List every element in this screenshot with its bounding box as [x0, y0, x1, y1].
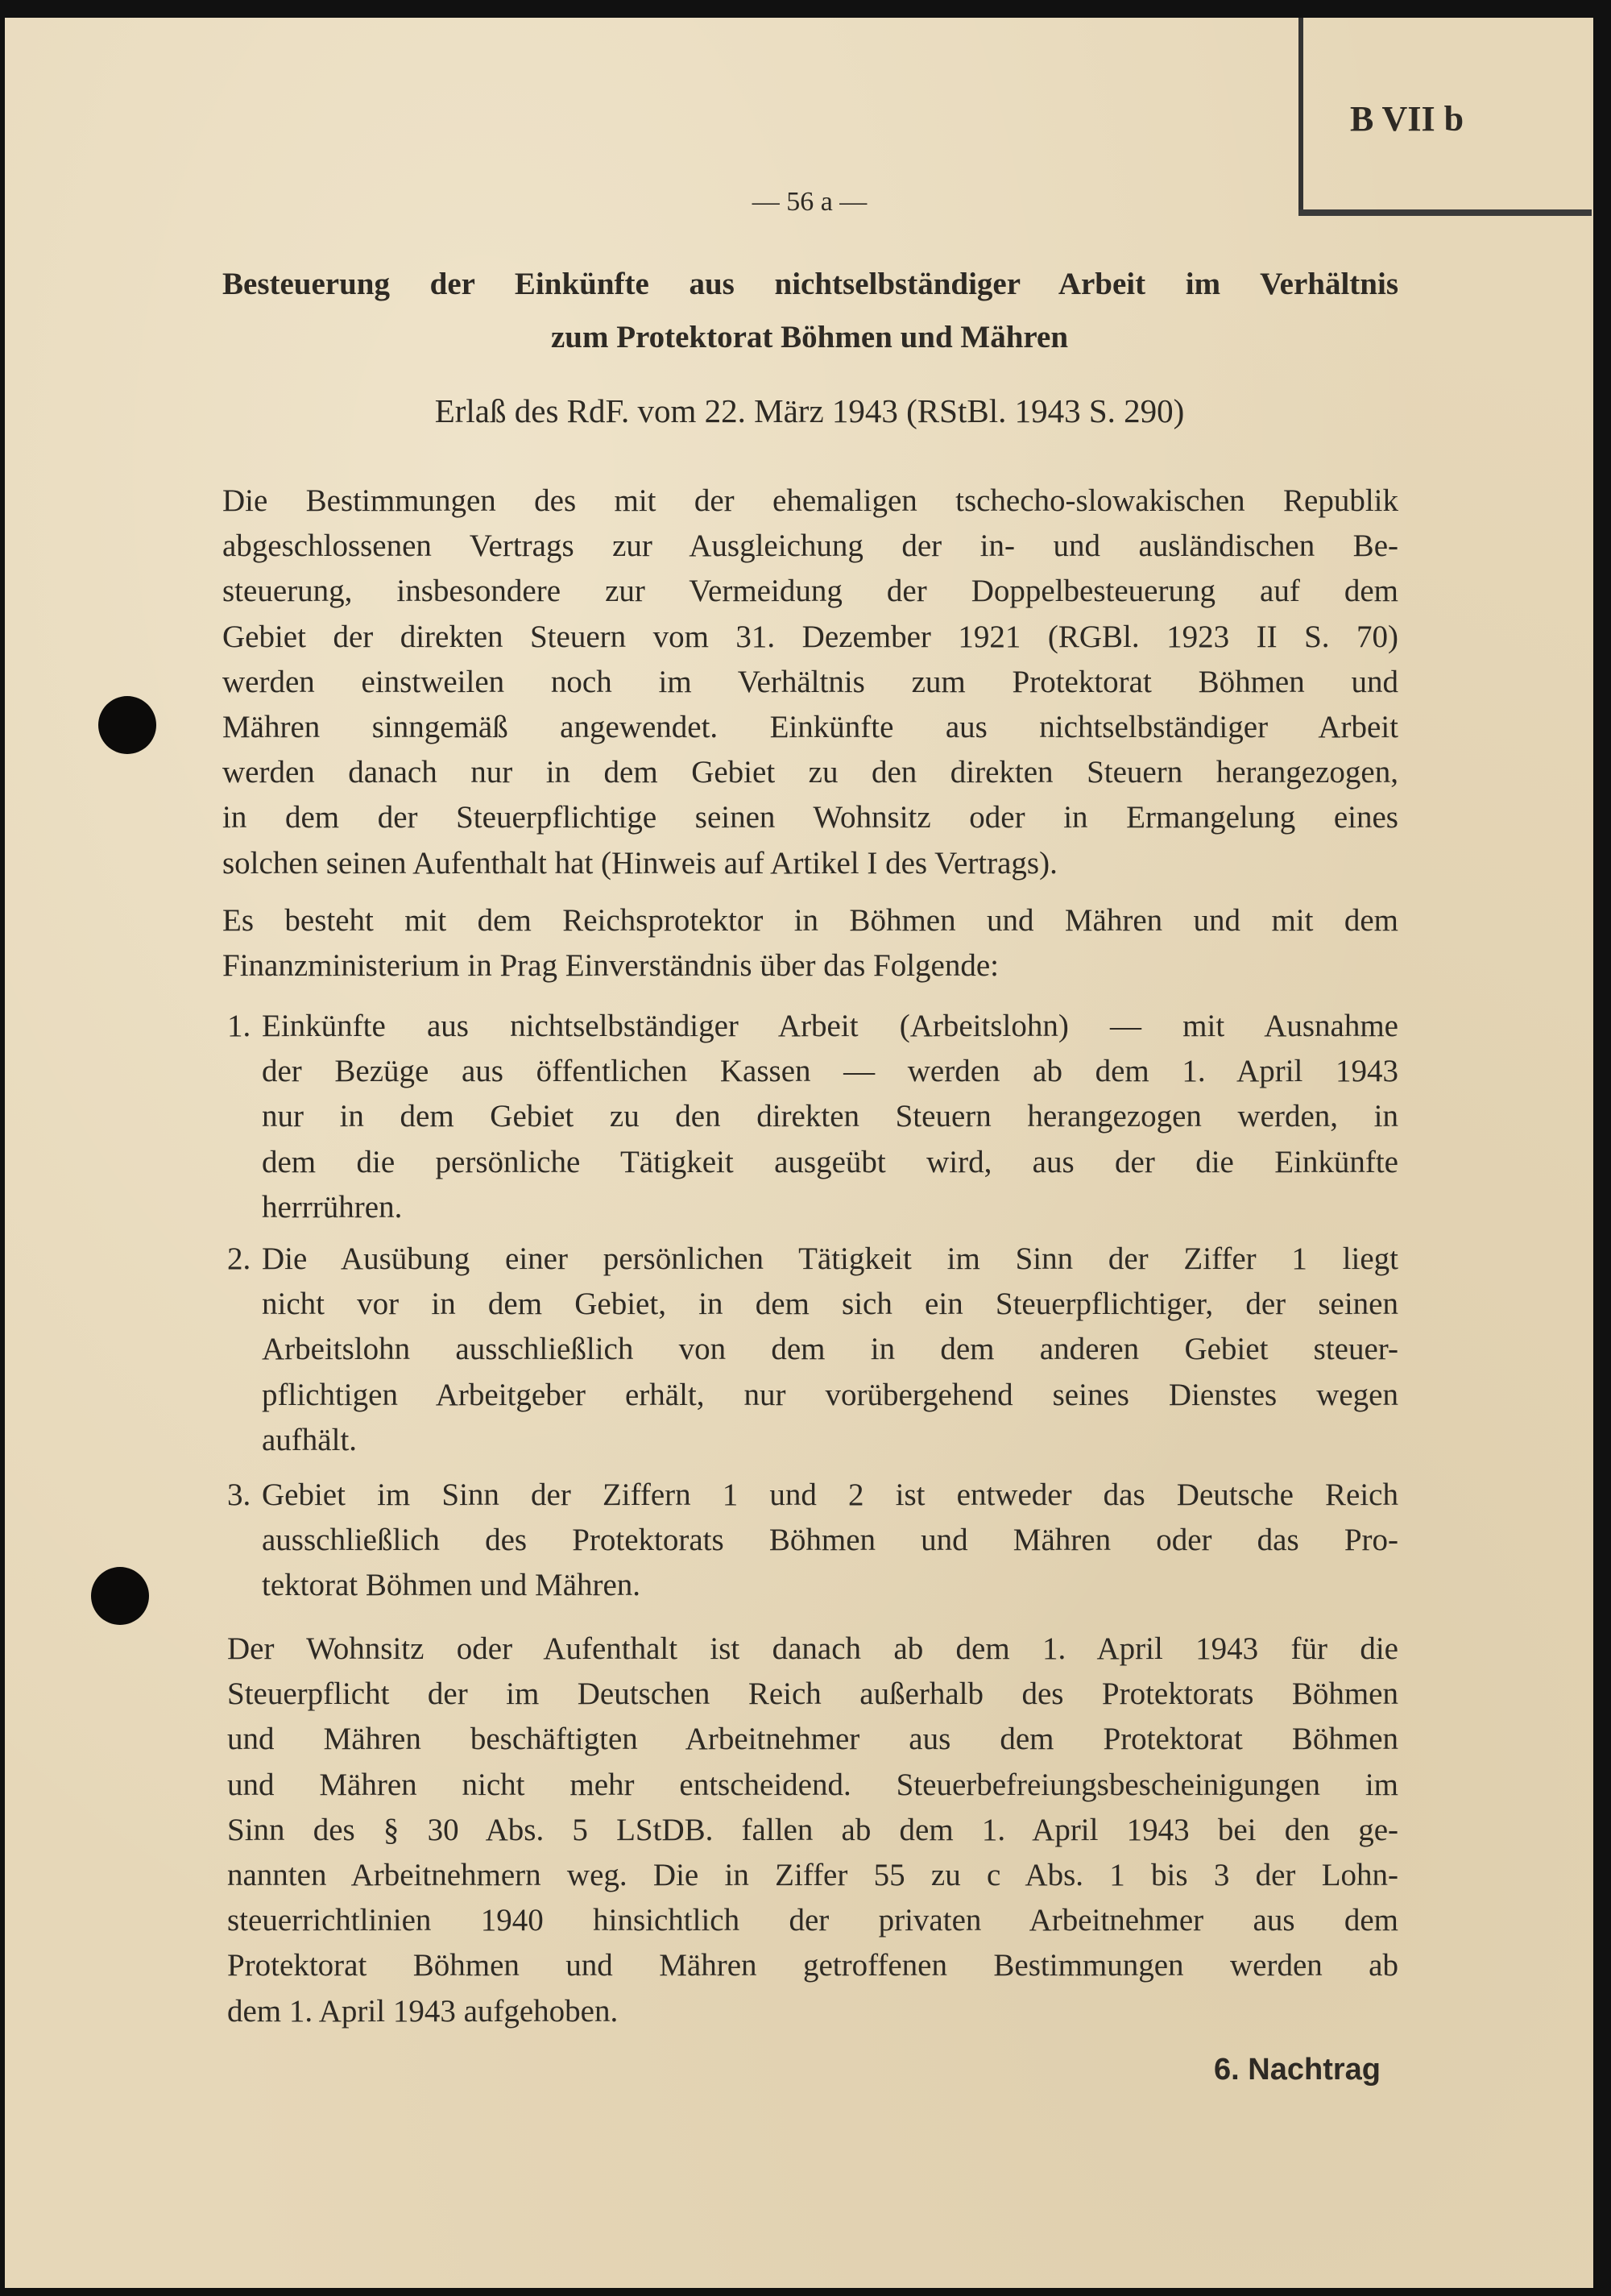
list-item-number: 3.: [227, 1477, 251, 1512]
paragraph-line: und Mähren nicht mehr entscheidend. Steuerbefreiungsbescheinigungen im: [227, 1767, 1398, 1802]
paragraph-line: werden einstweilen noch im Verhältnis zum Protektorat Böhmen und: [222, 664, 1398, 699]
paragraph-line: Die Bestimmungen des mit der ehemaligen tschecho-slowakischen Republik: [222, 483, 1398, 518]
list-item-line: Arbeitslohn ausschließlich von dem in dem anderen Gebiet steuer-: [262, 1332, 1398, 1367]
paragraph-line: Finanzministerium in Prag Einverständnis über das Folgende:: [222, 948, 1000, 984]
paragraph-line: abgeschlossenen Vertrags zur Ausgleichung der in- und ausländischen Be-: [222, 528, 1398, 564]
decree-reference: Erlaß des RdF. vom 22. März 1943 (RStBl. 1943 S. 290): [434, 392, 1185, 429]
paragraph-line: in dem der Steuerpflichtige seinen Wohnsitz oder in Ermangelung eines: [222, 800, 1398, 835]
list-item-line: Gebiet im Sinn der Ziffern 1 und 2 ist entweder das Deutsche Reich: [262, 1477, 1398, 1512]
section-box-vertical-rule: [1298, 18, 1303, 214]
paragraph-line: solchen seinen Aufenthalt hat (Hinweis auf Artikel I des Vertrags).: [222, 845, 1058, 881]
paragraph-line: Der Wohnsitz oder Aufenthalt ist danach ab dem 1. April 1943 für die: [227, 1631, 1398, 1666]
list-item-line: pflichtigen Arbeitgeber erhält, nur vorübergehend seines Dienstes wegen: [262, 1377, 1398, 1412]
list-item-line: nur in dem Gebiet zu den direkten Steuern herangezogen werden, in: [262, 1099, 1398, 1134]
title-line: Besteuerung der Einkünfte aus nichtselbständiger Arbeit im Verhältnis: [222, 267, 1398, 301]
list-item-number: 2.: [227, 1241, 251, 1276]
list-item-line: dem die persönliche Tätigkeit ausgeübt wird, aus der die Einkünfte: [262, 1144, 1398, 1179]
paragraph-line: und Mähren beschäftigten Arbeitnehmer aus dem Protektorat Böhmen: [227, 1722, 1398, 1757]
paragraph-line: Steuerpflicht der im Deutschen Reich außerhalb des Protektorats Böhmen: [227, 1676, 1398, 1712]
list-item-line: tektorat Böhmen und Mähren.: [262, 1568, 641, 1603]
list-item-line: Die Ausübung einer persönlichen Tätigkeit im Sinn der Ziffer 1 liegt: [262, 1241, 1398, 1276]
paragraph-line: werden danach nur in dem Gebiet zu den direkten Steuern herangezogen,: [222, 755, 1398, 790]
list-item-line: der Bezüge aus öffentlichen Kassen — werden ab dem 1. April 1943: [262, 1054, 1398, 1089]
list-item-line: aufhält.: [262, 1422, 358, 1457]
punch-hole: [98, 696, 156, 754]
paragraph-line: Gebiet der direkten Steuern vom 31. Dezember 1921 (RGBl. 1923 II S. 70): [222, 619, 1398, 654]
paragraph-line: dem 1. April 1943 aufgehoben.: [227, 1993, 619, 2029]
list-item-line: nicht vor in dem Gebiet, in dem sich ein Steuerpflichtiger, der seinen: [262, 1287, 1398, 1322]
supplement-label: 6. Nachtrag: [1214, 2053, 1381, 2087]
paragraph-line: steuerung, insbesondere zur Vermeidung der Doppelbesteuerung auf dem: [222, 574, 1398, 609]
punch-hole: [91, 1567, 149, 1625]
list-item-line: herrrühren.: [262, 1189, 403, 1225]
title-line: zum Protektorat Böhmen und Mähren: [550, 320, 1069, 354]
paragraph-line: nannten Arbeitnehmern weg. Die in Ziffer 55 zu c Abs. 1 bis 3 der Lohn-: [227, 1858, 1398, 1892]
paragraph-line: steuerrichtlinien 1940 hinsichtlich der privaten Arbeitnehmer aus dem: [227, 1903, 1398, 1938]
paragraph-line: Sinn des § 30 Abs. 5 LStDB. fallen ab dem 1. April 1943 bei den ge-: [227, 1812, 1398, 1847]
paragraph-line: Mähren sinngemäß angewendet. Einkünfte aus nichtselbständiger Arbeit: [222, 710, 1398, 744]
paragraph-line: Protektorat Böhmen und Mähren getroffenen Bestimmungen werden ab: [227, 1948, 1398, 1983]
page-number: — 56 a —: [752, 187, 868, 217]
list-item-number: 1.: [227, 1009, 251, 1043]
section-code: B VII b: [1350, 99, 1464, 139]
list-item-line: ausschließlich des Protektorats Böhmen und Mähren oder das Pro-: [262, 1523, 1398, 1558]
paragraph-line: Es besteht mit dem Reichsprotektor in Böhmen und Mähren und mit dem: [222, 903, 1398, 938]
list-item-line: Einkünfte aus nichtselbständiger Arbeit (Arbeitslohn) — mit Ausnahme: [262, 1009, 1398, 1043]
